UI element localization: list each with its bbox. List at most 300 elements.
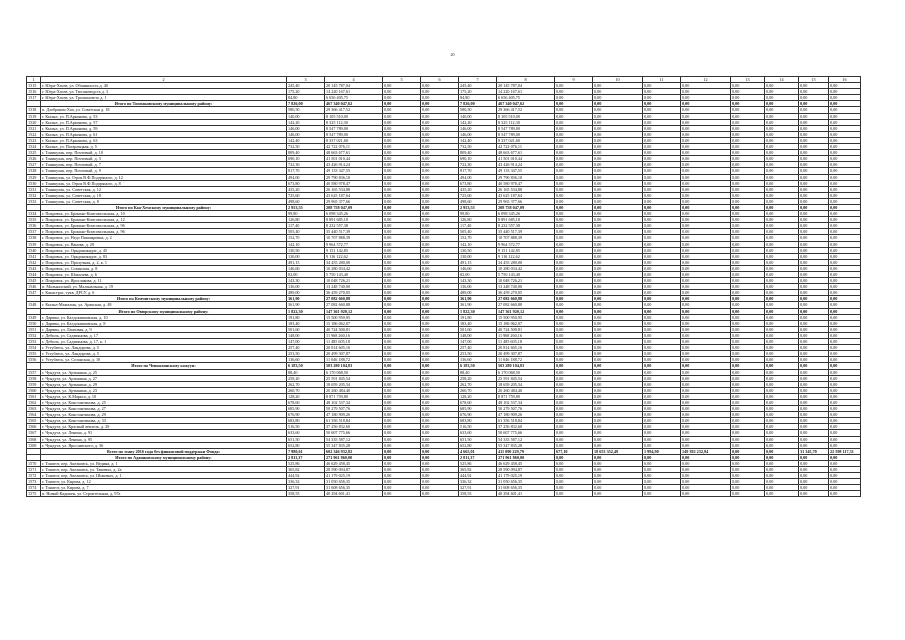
- value-cell: 48 663 677,61: [497, 150, 555, 156]
- address-cell: г. Чундуга, ул. Артыкина, д. 23: [41, 387, 287, 393]
- value-cell: 0,00: [383, 211, 421, 217]
- address-cell: г. Покровск, ул. Ярослакова, д. 11: [41, 278, 287, 284]
- value-cell: 142,20: [287, 119, 325, 125]
- value-cell: 0,00: [643, 302, 681, 308]
- value-cell: 0,00: [731, 119, 765, 125]
- value-cell: 36 459 270,05: [325, 290, 383, 296]
- value-cell: 0,00: [799, 339, 829, 345]
- value-cell: 0,00: [731, 150, 765, 156]
- value-cell: 0,00: [383, 314, 421, 320]
- value-cell: 0,00: [681, 101, 731, 107]
- value-cell: 0,00: [829, 223, 861, 229]
- value-cell: 0,00: [765, 424, 799, 430]
- value-cell: 0,00: [383, 448, 421, 454]
- row-number-cell: 1517: [27, 95, 41, 101]
- value-cell: 0,00: [681, 339, 731, 345]
- value-cell: 489,00: [459, 290, 497, 296]
- value-cell: 6 183,50: [287, 363, 325, 369]
- address-cell: г. Покровск, ул. Недо Пяшанровна, д. 2: [41, 235, 287, 241]
- value-cell: 0,00: [643, 308, 681, 314]
- value-cell: 690,10: [287, 156, 325, 162]
- address-cell: г. Покровск, ул. Созанская, д. 8: [41, 265, 287, 271]
- value-cell: 525,86: [287, 460, 325, 466]
- value-cell: 678,60: [459, 399, 497, 405]
- value-cell: 0,00: [799, 113, 829, 119]
- value-cell: 0,00: [421, 339, 459, 345]
- value-cell: 0,00: [799, 424, 829, 430]
- value-cell: 0,00: [731, 83, 765, 89]
- row-number-cell: 1533: [27, 198, 41, 204]
- value-cell: 0,00: [383, 217, 421, 223]
- value-cell: 146,00: [287, 125, 325, 131]
- value-cell: 0,00: [643, 229, 681, 235]
- value-cell: 54 335 587,12: [325, 436, 383, 442]
- value-cell: 0,00: [731, 131, 765, 137]
- value-cell: 0,00: [421, 418, 459, 424]
- value-cell: 35 440 517,39: [497, 229, 555, 235]
- value-cell: 0,00: [681, 247, 731, 253]
- value-cell: 0,00: [681, 296, 731, 302]
- value-cell: 0,00: [799, 363, 829, 369]
- row-number-cell: 1569: [27, 442, 41, 448]
- row-number-cell: 1562: [27, 399, 41, 405]
- value-cell: 0,00: [593, 223, 643, 229]
- value-cell: 0,00: [383, 491, 421, 497]
- value-cell: 0,00: [681, 137, 731, 143]
- value-cell: 0,00: [643, 369, 681, 375]
- value-cell: 0,00: [765, 198, 799, 204]
- value-cell: 10 048 726,21: [497, 278, 555, 284]
- value-cell: 0,00: [829, 247, 861, 253]
- value-cell: 0,00: [799, 314, 829, 320]
- value-cell: 34 455 280,00: [497, 259, 555, 265]
- value-cell: 0,00: [593, 369, 643, 375]
- value-cell: 0,00: [731, 302, 765, 308]
- value-cell: 0,00: [765, 265, 799, 271]
- value-cell: 0,00: [555, 119, 593, 125]
- value-cell: 0,00: [731, 430, 765, 436]
- value-cell: 467 340 047,62: [325, 101, 383, 107]
- value-cell: 0,00: [383, 162, 421, 168]
- value-cell: 0,00: [421, 442, 459, 448]
- value-cell: 0,00: [765, 119, 799, 125]
- address-cell: г. Дебиль, ул. Садзиянова, д. 17, к. 1: [41, 339, 287, 345]
- value-cell: 0,00: [383, 363, 421, 369]
- value-cell: 0,00: [765, 302, 799, 308]
- value-cell: 0,00: [829, 162, 861, 168]
- value-cell: 152,70: [459, 235, 497, 241]
- value-cell: 0,00: [765, 381, 799, 387]
- address-cell: г. Кызыл, ул. П.Арконова, д. 63: [41, 137, 287, 143]
- value-cell: 27 082 660,88: [325, 296, 383, 302]
- value-cell: 0,00: [829, 308, 861, 314]
- value-cell: 0,00: [643, 430, 681, 436]
- value-cell: 8 871 759,80: [497, 393, 555, 399]
- value-cell: 0,00: [829, 479, 861, 485]
- value-cell: 0,00: [643, 113, 681, 119]
- address-cell: г. Кызыл, ул. П.Арконова, д. 59: [41, 125, 287, 131]
- value-cell: 0,00: [681, 198, 731, 204]
- value-cell: 0,00: [421, 223, 459, 229]
- value-cell: 146,00: [459, 125, 497, 131]
- value-cell: 48 102 537,34: [325, 399, 383, 405]
- value-cell: 0,00: [593, 467, 643, 473]
- value-cell: 8 325 112,30: [325, 119, 383, 125]
- value-cell: 0,00: [421, 284, 459, 290]
- value-cell: 0,00: [421, 345, 459, 351]
- value-cell: 0,00: [555, 101, 593, 107]
- value-cell: 0,00: [643, 418, 681, 424]
- row-number-cell: 1540: [27, 247, 41, 253]
- value-cell: 0,00: [765, 217, 799, 223]
- value-cell: 365,82: [459, 467, 497, 473]
- value-cell: 0,00: [593, 125, 643, 131]
- value-cell: 0,00: [555, 351, 593, 357]
- value-cell: 0,00: [643, 241, 681, 247]
- value-cell: 651,50: [459, 436, 497, 442]
- value-cell: 690,10: [459, 156, 497, 162]
- value-cell: 0,00: [765, 278, 799, 284]
- value-cell: 0,00: [421, 211, 459, 217]
- value-cell: 10 280 034,42: [497, 265, 555, 271]
- row-number-cell: 1551: [27, 326, 41, 332]
- value-cell: 673,80: [459, 180, 497, 186]
- value-cell: 0,00: [383, 418, 421, 424]
- row-number-cell: 1554: [27, 345, 41, 351]
- address-cell: п. Мальналский, ул. Мальнальная, д. 19: [41, 284, 287, 290]
- value-cell: 10 707 888,39: [497, 235, 555, 241]
- address-cell: г. Покровск, ул. Оркдоникидзе, д. 45: [41, 247, 287, 253]
- value-cell: 0,00: [829, 326, 861, 332]
- address-cell: г. Устубаесь, ул. Ландорова, д. 5: [41, 351, 287, 357]
- address-cell: г. Чундуга, ул. Ленина, д. 91: [41, 430, 287, 436]
- value-cell: 0,00: [765, 399, 799, 405]
- value-cell: 0,00: [681, 162, 731, 168]
- value-cell: 31 345,70: [799, 448, 829, 454]
- column-header: 12: [681, 77, 731, 83]
- value-cell: 0,00: [421, 156, 459, 162]
- value-cell: 0,00: [829, 430, 861, 436]
- row-number-cell: 1534: [27, 211, 41, 217]
- value-cell: 0,00: [555, 259, 593, 265]
- value-cell: 0,00: [765, 168, 799, 174]
- value-cell: 0,00: [799, 131, 829, 137]
- value-cell: 0,00: [731, 235, 765, 241]
- value-cell: 260,70: [287, 387, 325, 393]
- value-cell: 0,00: [829, 89, 861, 95]
- value-cell: 208 758 047,09: [497, 204, 555, 210]
- value-cell: 0,00: [799, 418, 829, 424]
- value-cell: 0,00: [555, 418, 593, 424]
- value-cell: 0,00: [799, 156, 829, 162]
- value-cell: 152,70: [287, 235, 325, 241]
- value-cell: 11 485 605,18: [497, 339, 555, 345]
- address-cell: г. Чундуга, ул. Артыкина, д. 27: [41, 375, 287, 381]
- value-cell: 0,00: [383, 467, 421, 473]
- value-cell: 0,00: [731, 326, 765, 332]
- value-cell: 146,00: [459, 131, 497, 137]
- value-cell: 31 608 656,35: [497, 485, 555, 491]
- address-cell: г. Покровск, ул. Шакалева, д. 6: [41, 272, 287, 278]
- value-cell: 444,92: [459, 473, 497, 479]
- value-cell: 0,00: [681, 460, 731, 466]
- value-cell: 0,00: [731, 351, 765, 357]
- value-cell: 0,00: [593, 156, 643, 162]
- value-cell: 0,00: [765, 308, 799, 314]
- value-cell: 0,00: [731, 192, 765, 198]
- value-cell: 489,00: [287, 290, 325, 296]
- address-cell: п. Новый Кадыкен, ул. Строительная, д. 97а: [41, 491, 287, 497]
- value-cell: 0,00: [681, 399, 731, 405]
- value-cell: 0,00: [829, 272, 861, 278]
- value-cell: 327,91: [287, 485, 325, 491]
- value-cell: 0,00: [555, 217, 593, 223]
- value-cell: 55 347 835,28: [497, 442, 555, 448]
- value-cell: 0,00: [681, 387, 731, 393]
- value-cell: 0,00: [765, 211, 799, 217]
- value-cell: 0,00: [799, 198, 829, 204]
- value-cell: 0,00: [383, 290, 421, 296]
- value-cell: 0,00: [643, 247, 681, 253]
- value-cell: 258,20: [287, 375, 325, 381]
- value-cell: 41 501 010,44: [497, 156, 555, 162]
- value-cell: 6 098 345,26: [497, 211, 555, 217]
- value-cell: 0,00: [383, 265, 421, 271]
- address-cell: г. Устубаесь, ул. Созанская, д. 10: [41, 357, 287, 363]
- value-cell: 0,00: [593, 406, 643, 412]
- value-cell: 0,00: [681, 485, 731, 491]
- value-cell: 809,40: [287, 150, 325, 156]
- value-cell: 0,00: [731, 156, 765, 162]
- value-cell: 0,00: [799, 308, 829, 314]
- value-cell: 0,00: [555, 320, 593, 326]
- value-cell: 0,00: [765, 156, 799, 162]
- value-cell: 40 580 978,47: [325, 180, 383, 186]
- value-cell: 0,00: [593, 326, 643, 332]
- address-cell: г. Чундуга, ул. Константинова, д. 29: [41, 412, 287, 418]
- value-cell: 0,00: [681, 412, 731, 418]
- value-cell: 0,00: [799, 186, 829, 192]
- value-cell: 2 953,55: [287, 204, 325, 210]
- value-cell: 0,00: [555, 272, 593, 278]
- value-cell: 0,00: [765, 479, 799, 485]
- value-cell: 0,00: [765, 83, 799, 89]
- address-cell: Всего по этапу 2016 года без финансовой поддержки Фонда:: [41, 448, 287, 454]
- value-cell: 0,00: [555, 345, 593, 351]
- value-cell: 0,00: [765, 95, 799, 101]
- value-cell: 0,00: [731, 186, 765, 192]
- value-cell: 0,00: [681, 211, 731, 217]
- value-cell: 0,00: [421, 314, 459, 320]
- value-cell: 0,00: [681, 235, 731, 241]
- value-cell: 0,00: [829, 253, 861, 259]
- value-cell: 0,00: [383, 284, 421, 290]
- value-cell: 0,00: [421, 290, 459, 296]
- address-cell: г. Покровск, ул. Оркдоникидзе, д. 83: [41, 253, 287, 259]
- value-cell: 13 248 740,00: [325, 284, 383, 290]
- value-cell: 0,00: [555, 265, 593, 271]
- value-cell: 10 280 034,42: [325, 265, 383, 271]
- value-cell: 652,80: [287, 442, 325, 448]
- value-cell: 6 170 068,50: [497, 369, 555, 375]
- value-cell: 0,00: [383, 473, 421, 479]
- value-cell: 40 294 601,41: [325, 491, 383, 497]
- value-cell: 48 102 537,34: [497, 399, 555, 405]
- address-cell: Итого по Кемчигскому муниципальному району:: [41, 296, 287, 302]
- column-header: 11: [643, 77, 681, 83]
- value-cell: 365,82: [287, 467, 325, 473]
- value-cell: 0,00: [643, 217, 681, 223]
- value-cell: 0,00: [829, 406, 861, 412]
- value-cell: 0,00: [421, 363, 459, 369]
- value-cell: 0,00: [765, 326, 799, 332]
- value-cell: 0,00: [421, 436, 459, 442]
- row-number-cell: 1568: [27, 436, 41, 442]
- value-cell: 0,00: [421, 174, 459, 180]
- value-cell: 27 082 660,88: [497, 302, 555, 308]
- value-cell: 0,00: [799, 381, 829, 387]
- value-cell: 0,00: [731, 290, 765, 296]
- value-cell: 0,00: [643, 253, 681, 259]
- value-cell: 633,60: [287, 430, 325, 436]
- value-cell: 0,00: [799, 406, 829, 412]
- value-cell: 0,00: [643, 375, 681, 381]
- value-cell: 0,00: [829, 418, 861, 424]
- value-cell: 0,00: [383, 454, 421, 460]
- value-cell: 0,00: [829, 235, 861, 241]
- address-cell: г. Тоникулак, ул. Советская, д. 8: [41, 198, 287, 204]
- value-cell: 0,00: [765, 412, 799, 418]
- value-cell: 0,00: [421, 265, 459, 271]
- address-cell: г. Чундуга, ул. Ленина, д. 95: [41, 436, 287, 442]
- value-cell: 0,00: [765, 375, 799, 381]
- value-cell: 0,00: [555, 223, 593, 229]
- value-cell: 0,00: [383, 180, 421, 186]
- value-cell: 0,00: [829, 101, 861, 107]
- value-cell: 0,00: [383, 339, 421, 345]
- row-number-cell: 1545: [27, 278, 41, 284]
- value-cell: 0,00: [829, 290, 861, 296]
- row-number-cell: 1575: [27, 491, 41, 497]
- value-cell: 0,00: [765, 186, 799, 192]
- value-cell: 99,80: [287, 211, 325, 217]
- column-header: 9: [555, 77, 593, 83]
- value-cell: 0,00: [593, 247, 643, 253]
- value-cell: 117,40: [459, 223, 497, 229]
- value-cell: 0,00: [765, 369, 799, 375]
- value-cell: 0,00: [765, 296, 799, 302]
- value-cell: 491,15: [459, 259, 497, 265]
- value-cell: 0,00: [421, 278, 459, 284]
- value-cell: 0,00: [829, 229, 861, 235]
- value-cell: 20 145 787,04: [497, 83, 555, 89]
- value-cell: 13 248 740,00: [497, 284, 555, 290]
- value-cell: 0,00: [593, 83, 643, 89]
- address-cell: г. Чундуга, ул. К.Маркса, д. 10: [41, 393, 287, 399]
- value-cell: 0,00: [383, 131, 421, 137]
- value-cell: 0,00: [765, 259, 799, 265]
- value-cell: 0,00: [555, 198, 593, 204]
- value-cell: 0,00: [421, 424, 459, 430]
- value-cell: 0,00: [799, 345, 829, 351]
- value-cell: 0,00: [731, 265, 765, 271]
- value-cell: 0,00: [643, 473, 681, 479]
- column-header: 10: [593, 77, 643, 83]
- value-cell: 0,00: [593, 144, 643, 150]
- value-cell: 0,00: [555, 302, 593, 308]
- value-cell: 0,00: [421, 412, 459, 418]
- value-cell: 0,00: [643, 345, 681, 351]
- value-cell: 0,00: [383, 320, 421, 326]
- value-cell: 0,00: [555, 296, 593, 302]
- value-cell: 0,00: [731, 387, 765, 393]
- row-number-cell: 1544: [27, 272, 41, 278]
- value-cell: 0,00: [593, 412, 643, 418]
- value-cell: 34 455 280,00: [325, 259, 383, 265]
- value-cell: 0,00: [643, 454, 681, 460]
- row-number-cell: 1538: [27, 235, 41, 241]
- value-cell: 0,00: [681, 326, 731, 332]
- value-cell: 142,10: [287, 241, 325, 247]
- value-cell: 0,00: [829, 95, 861, 101]
- value-cell: 673,80: [287, 180, 325, 186]
- value-cell: 0,00: [731, 174, 765, 180]
- value-cell: 253,50: [287, 351, 325, 357]
- value-cell: 0,00: [731, 339, 765, 345]
- value-cell: 0,00: [383, 253, 421, 259]
- column-header: 6: [421, 77, 459, 83]
- value-cell: 0,00: [383, 95, 421, 101]
- value-cell: 20 499 307,87: [325, 351, 383, 357]
- page-number: 20: [450, 52, 455, 57]
- value-cell: 0,00: [593, 345, 643, 351]
- value-cell: 1 822,30: [287, 308, 325, 314]
- value-cell: 0,00: [829, 156, 861, 162]
- value-cell: 0,00: [643, 192, 681, 198]
- value-cell: 0,00: [681, 454, 731, 460]
- value-cell: 0,00: [555, 125, 593, 131]
- address-cell: г. Покровск, ул. Бронько-Комсомольская, д. 10: [41, 211, 287, 217]
- value-cell: 0,00: [681, 467, 731, 473]
- value-cell: 55 347 835,28: [325, 442, 383, 448]
- value-cell: 0,00: [731, 491, 765, 497]
- value-cell: 0,00: [643, 467, 681, 473]
- value-cell: 0,00: [421, 473, 459, 479]
- value-cell: 0,00: [765, 144, 799, 150]
- value-cell: 0,00: [799, 436, 829, 442]
- value-cell: 14 220 167,61: [325, 89, 383, 95]
- value-cell: 0,00: [799, 284, 829, 290]
- value-cell: 0,00: [421, 320, 459, 326]
- value-cell: 0,00: [643, 460, 681, 466]
- value-cell: 0,00: [829, 198, 861, 204]
- value-cell: 0,00: [555, 369, 593, 375]
- value-cell: 0,00: [681, 290, 731, 296]
- value-cell: 732,50: [459, 144, 497, 150]
- value-cell: 0,00: [681, 418, 731, 424]
- value-cell: 0,00: [731, 144, 765, 150]
- value-cell: 0,00: [799, 473, 829, 479]
- value-cell: 0,00: [765, 241, 799, 247]
- value-cell: 0,00: [555, 211, 593, 217]
- value-cell: 0,00: [593, 308, 643, 314]
- value-cell: 0,00: [383, 156, 421, 162]
- value-cell: 29 790 836,10: [325, 174, 383, 180]
- value-cell: 88,40: [459, 369, 497, 375]
- value-cell: 29 965 377,66: [325, 198, 383, 204]
- value-cell: 0,00: [643, 412, 681, 418]
- value-cell: 262,70: [287, 381, 325, 387]
